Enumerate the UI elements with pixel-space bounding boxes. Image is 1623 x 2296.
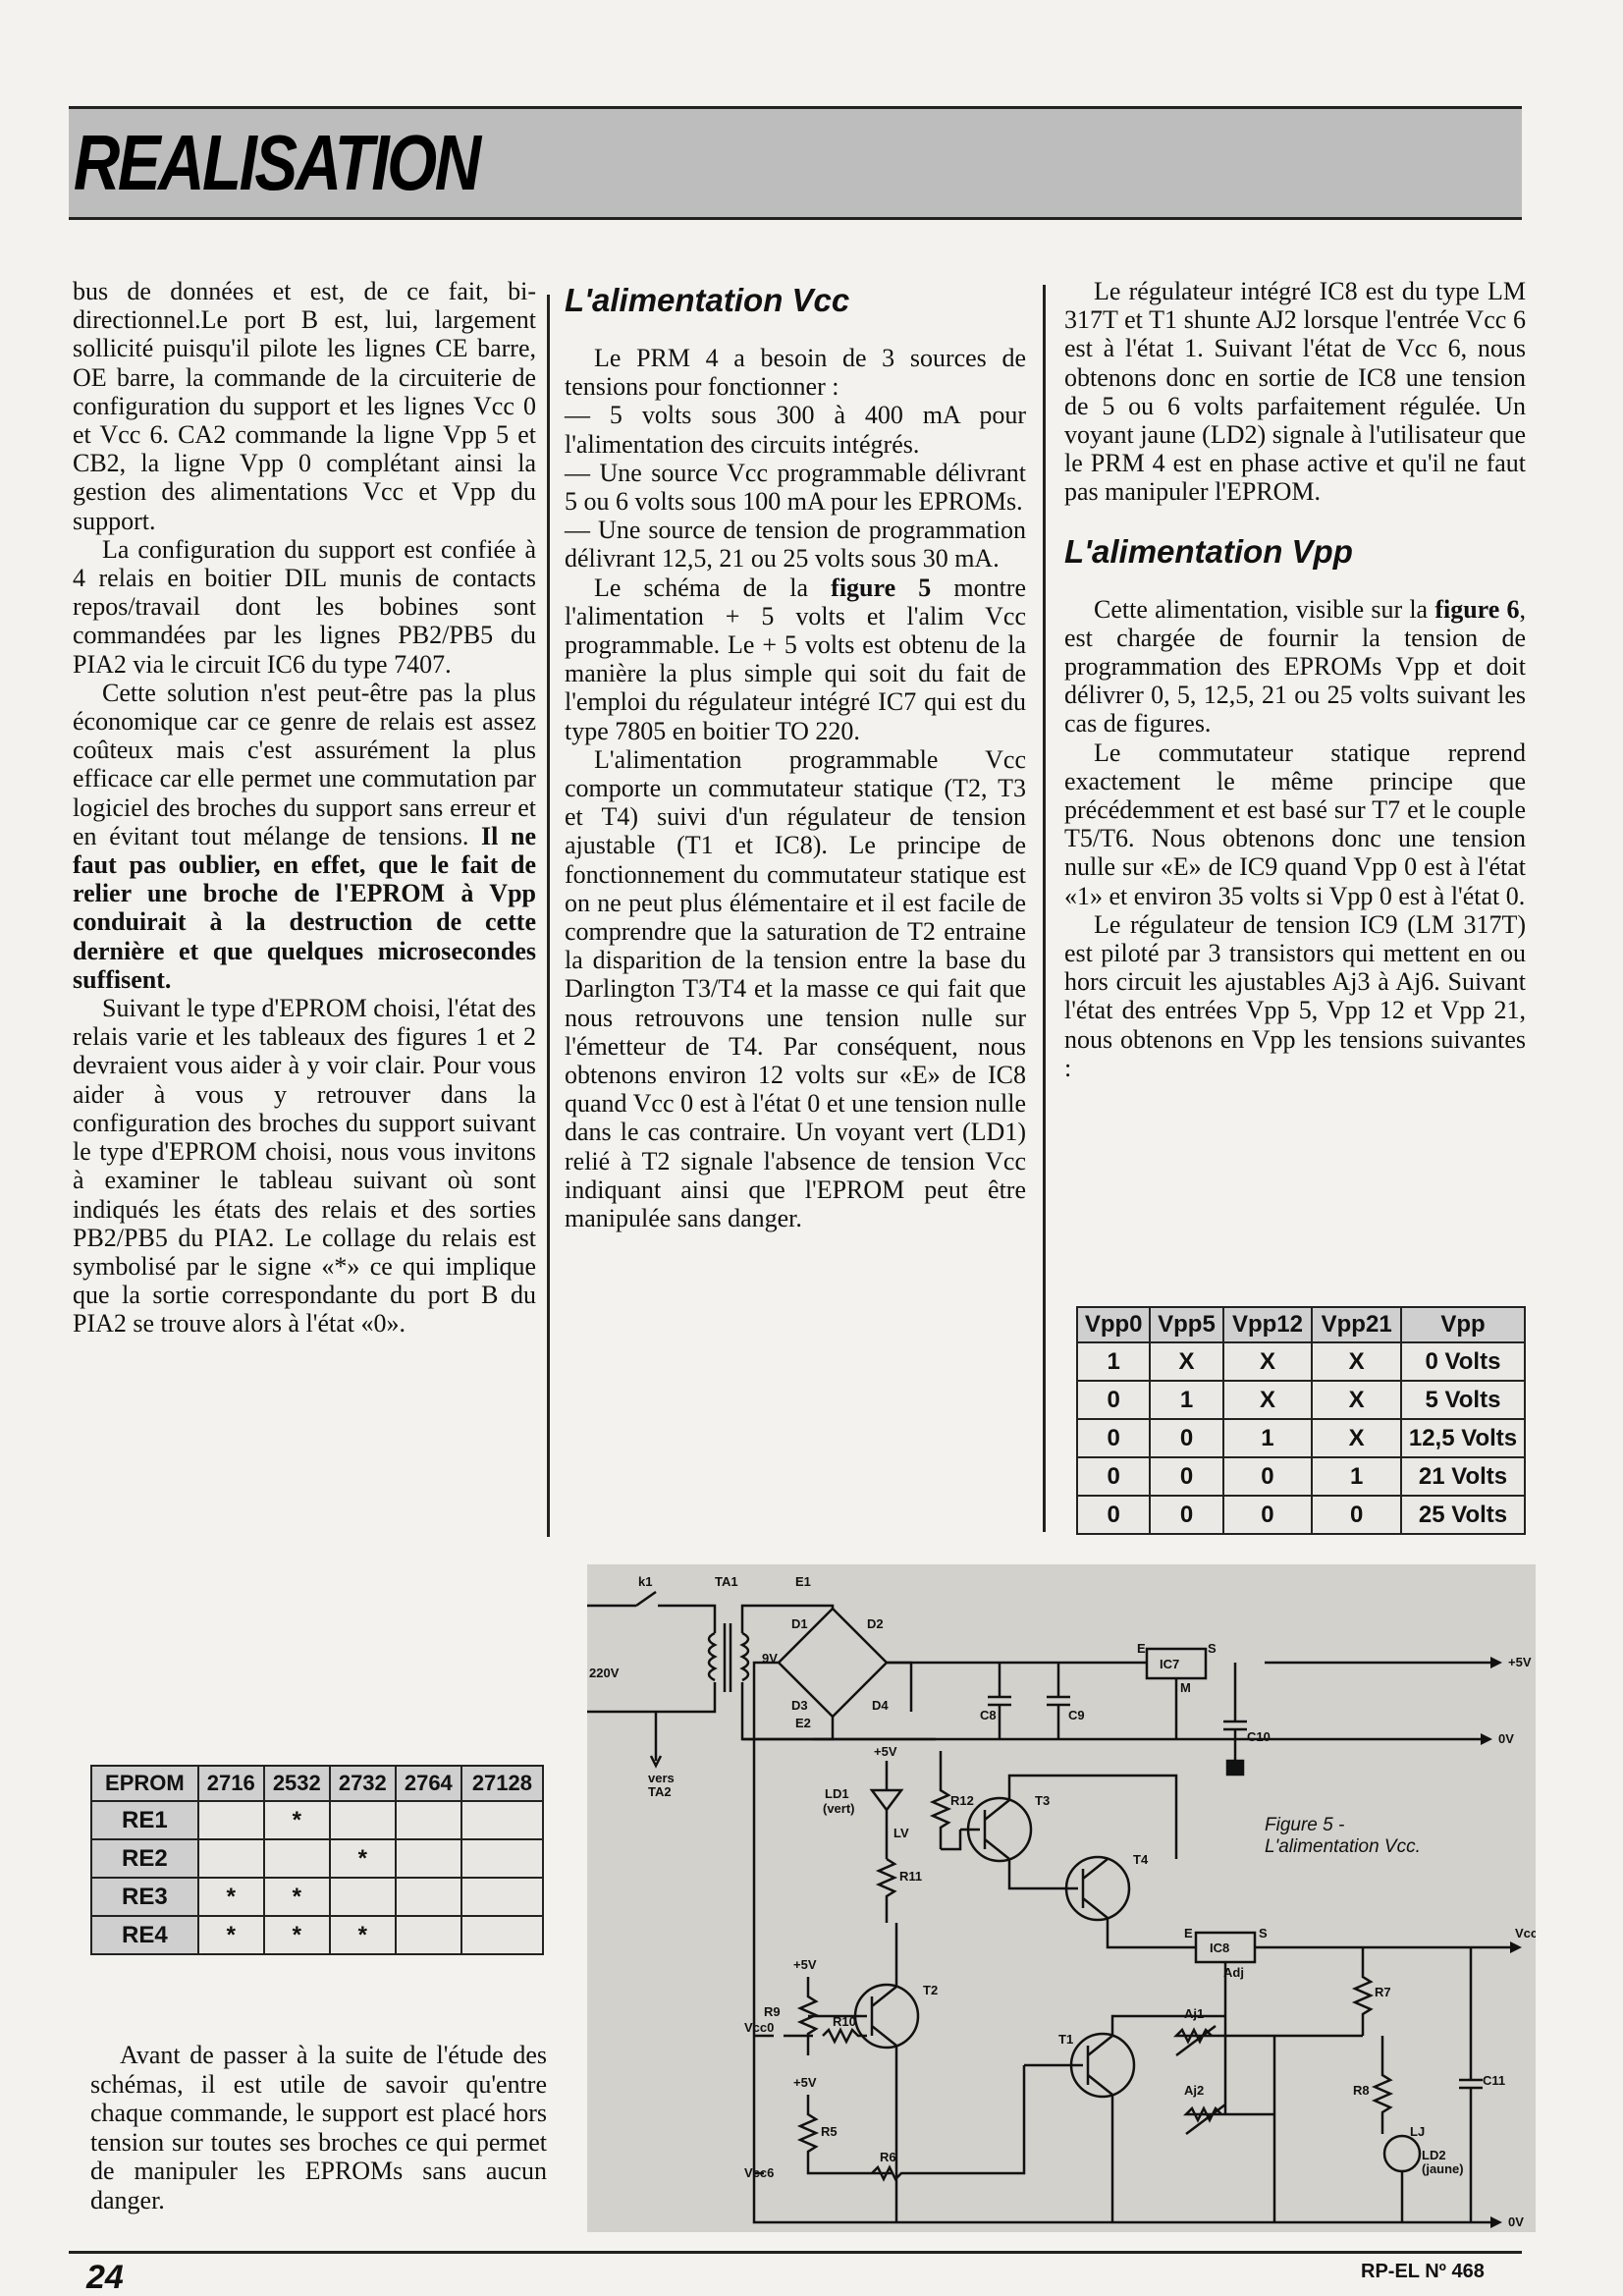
table-cell [461,1801,543,1839]
footer-rule [69,2251,1522,2254]
column-rule-left [547,295,550,1537]
table-cell: * [330,1916,396,1954]
col1-paragraph-1: bus de données et est, de ce fait, bi-directionnel.Le port B est, lui, largement sollicité puisqu'il pilote les lignes CE barre, OE barre, la commande de la circuiterie de configuration du support et les lignes Vcc 0 et Vcc 6. CA2 commande la ligne Vpp 5 et CB2, la ligne Vpp 0 complétant ainsi la gestion des alimentations Vcc et Vpp du support. [73,277,536,535]
table-cell: * [198,1878,264,1916]
column-rule-right [1043,285,1046,1532]
vpp-table-header [1077,1307,1525,1342]
table-cell [330,1801,396,1839]
vpp-table-header-cell: Vpp12 [1223,1307,1313,1342]
table-row [91,1916,543,1954]
table-cell: 0 Volts [1401,1342,1525,1381]
label-r5: R5 [821,2124,838,2139]
label-adj: Adj [1223,1965,1244,1980]
col2-p2-figref: figure 5 [831,573,932,602]
label-r12: R12 [950,1793,974,1808]
vpp-table-header-cell: Vpp0 [1077,1307,1150,1342]
label-lv: LV [893,1826,909,1840]
label-t2: T2 [923,1983,939,1997]
table-cell: RE4 [91,1916,198,1954]
table-cell: X [1312,1381,1401,1419]
label-0v: 0V [1498,1731,1514,1746]
label-ic7-s: S [1208,1641,1217,1656]
col2-p2-a: Le schéma de la [594,573,832,602]
table-cell [198,1839,264,1878]
table-cell [264,1839,330,1878]
table-cell: 25 Volts [1401,1496,1525,1534]
table-cell: 0 [1077,1381,1150,1419]
eprom-table-header-cell: 2732 [330,1766,396,1801]
label-c11: C11 [1483,2073,1506,2088]
eprom-table-header-cell: 2716 [198,1766,264,1801]
table-cell [396,1878,461,1916]
eprom-table-header [91,1766,543,1801]
label-lj: LJ [1410,2124,1426,2139]
col1-paragraph-4: Suivant le type d'EPROM choisi, l'état des relais varie et les tableaux des figures 1 et 2 devraient vous aider à y voir clair. Pour vous aider à vous y retrouver dans la configuration des broches du support suivant le type d'EPROM choisi, nous vous invitons à examiner le tableau suivant où sont indiqués les états des relais et des sorties PB2/PB5 du PIA2. Le collage du relais est symbolisé par le signe «*» ce qui implique que la sortie correspondante du port B du PIA2 se trouve alors à l'état «0». [73,994,536,1339]
label-ic8-s: S [1259,1926,1268,1941]
issue-number: RP-EL Nº 468 [1361,2261,1485,2282]
label-e1: E1 [795,1574,811,1589]
table-cell: X [1223,1342,1313,1381]
label-9v: 9V [762,1651,778,1666]
col3-p2-figref: figure 6 [1434,594,1520,624]
col2-paragraph-3: L'alimentation programmable Vcc comporte un commutateur statique (T2, T3 et T4) suivi d'un régulateur de tension ajustable (T1 et IC8). Le principe de fonctionnement du commutateur statique est on ne peut plus élémentaire et il est facile de comprendre que la saturation de T2 entraine la disparition de la tension entre la base du Darlington T3/T4 et la masse ce qui fait que nous retrouvons une tension nulle sur l'émetteur de T4. Par conséquent, nous obtenons environ 12 volts sur «E» de IC8 quand Vcc 0 est à l'état 0 et une tension nulle dans le cas contraire. Un voyant vert (LD1) relié à T2 signale l'absence de tension Vcc indiquant ainsi que l'EPROM peut être manipulée sans danger. [565,744,1026,1233]
col1-paragraph-2: La configuration du support est confiée à 4 relais en boitier DIL munis de contacts repos/travail dont les bobines sont commandées par les lignes PB2/PB5 du PIA2 via le circuit IC6 du type 7407. [73,534,536,679]
label-r8: R8 [1353,2083,1370,2098]
label-0v-bottom: 0V [1508,2214,1524,2229]
col3-paragraph-3: Le commutateur statique reprend exactement le même principe que précédemment et est basé sur T7 et le couple T5/T6. Nous obtenons donc une tension nulle sur «E» de IC9 quand Vpp 0 est à l'état «1» et environ 35 volts si Vpp 0 est à l'état 0. [1064,738,1526,910]
figure-caption-line-2: L'alimentation Vcc. [1265,1836,1421,1857]
label-ic8-e: E [1184,1926,1193,1941]
table-cell: RE2 [91,1839,198,1878]
table-cell: 0 [1077,1496,1150,1534]
vpp-table [1076,1306,1526,1535]
label-r10: R10 [833,2014,856,2029]
label-vcc6: Vcc6 [744,2165,775,2180]
table-cell: 0 [1077,1419,1150,1457]
label-vcc: Vcc [1515,1926,1536,1941]
label-d3: D3 [791,1698,808,1713]
label-ta1: TA1 [715,1574,738,1589]
label-ic7-m: M [1180,1680,1191,1695]
label-plus5v-ld1: +5V [874,1744,897,1759]
col1-paragraph-3 [73,679,536,994]
heading-alimentation-vcc: L'alimentation Vcc [565,282,850,318]
table-cell [396,1839,461,1878]
eprom-table-header-cell: 2532 [264,1766,330,1801]
table-row [1077,1496,1525,1534]
closing-note [90,2041,547,2215]
table-cell: * [264,1878,330,1916]
column-1 [73,277,536,1339]
col3-paragraph-4: Le régulateur de tension IC9 (LM 317T) est piloté par 3 transistors qui mettent en ou hors circuit les ajustables Aj3 à Aj6. Suivant l'état des entrées Vpp 5, Vpp 12 et Vpp 21, nous obtenons en Vpp les tensions suivantes : [1064,909,1526,1082]
page-number: 24 [86,2259,124,2296]
vpp-table-header-cell: Vpp [1401,1307,1525,1342]
vpp-table-header-cell: Vpp5 [1150,1307,1222,1342]
table-cell [461,1878,543,1916]
col2-dash-3: — Une source de tension de programmation délivrant 12,5, 21 ou 25 volts sous 30 mA. [565,516,1026,574]
label-r7: R7 [1375,1985,1391,1999]
figure-5-schematic [587,1564,1536,2232]
label-aj1: Aj1 [1184,2006,1205,2021]
table-cell: 1 [1150,1381,1222,1419]
section-title: REALISATION [73,119,479,206]
spacer [1064,507,1526,528]
col3-paragraph-1: Le régulateur intégré IC8 est du type LM 317T et T1 shunte AJ2 lorsque l'entrée Vcc 6 est à l'état 1. Suivant l'état de Vcc 6, nous obtenons donc en sortie de IC8 une tension de 5 ou 6 volts parfaitement régulée. Un voyant jaune (LD2) signale à l'utilisateur que le PRM 4 est en phase active et qu'il ne faut pas manipuler l'EPROM. [1064,277,1526,507]
table-cell: 0 [1077,1457,1150,1496]
label-ic7: IC7 [1160,1657,1180,1671]
eprom-table-header-cell: 27128 [461,1766,543,1801]
eprom-relay-table [90,1765,544,1955]
label-vers: vers [648,1771,675,1785]
table-cell: 1 [1077,1342,1150,1381]
label-d2: D2 [867,1616,884,1631]
table-row [91,1839,543,1878]
table-cell [198,1801,264,1839]
figure-caption [1265,1815,1461,1858]
table-cell: RE1 [91,1801,198,1839]
table-cell: 5 Volts [1401,1381,1525,1419]
label-c9: C9 [1068,1708,1085,1722]
schematic-wiring [587,1592,1510,2222]
column-2 [565,277,1026,1232]
column-3 [1064,277,1526,1082]
col2-paragraph-2 [565,574,1026,745]
label-t4: T4 [1133,1852,1149,1867]
col2-dash-1: — 5 volts sous 300 à 400 mA pour l'alimentation des circuits intégrés. [565,401,1026,459]
table-cell [330,1878,396,1916]
table-cell: X [1150,1342,1222,1381]
vpp-table-header-cell: Vpp21 [1312,1307,1401,1342]
eprom-table-header-cell: EPROM [91,1766,198,1801]
table-row [91,1878,543,1916]
col3-p2-a: Cette alimentation, visible sur la [1094,594,1435,624]
table-cell: 0 [1150,1496,1222,1534]
table-cell [461,1916,543,1954]
table-cell: 12,5 Volts [1401,1419,1525,1457]
label-ta2: TA2 [648,1784,672,1799]
label-plus5v-r5: +5V [793,2075,817,2090]
label-t1: T1 [1058,2032,1074,2047]
table-row [1077,1381,1525,1419]
table-cell: * [264,1916,330,1954]
col2-p2-c: montre l'alimentation + 5 volts et l'alim Vcc programmable. Le + 5 volts est obtenu de la manière la plus simple qui soit du fait de l'emploi du régulateur intégré IC7 qui est du type 7805 en boitier TO 220. [565,573,1026,745]
label-d1: D1 [791,1616,808,1631]
label-k1: k1 [638,1574,653,1589]
table-cell: X [1312,1419,1401,1457]
table-cell: 1 [1312,1457,1401,1496]
label-e2: E2 [795,1716,811,1730]
table-cell [396,1801,461,1839]
label-r6: R6 [880,2150,896,2164]
table-cell [396,1916,461,1954]
label-220v: 220V [589,1666,620,1680]
table-cell: X [1312,1342,1401,1381]
col1-p3-warning: Il ne faut pas oublier, en effet, que le fait de relier une broche de l'EPROM à Vpp conduirait à la destruction de cette dernière et que quelques microsecondes suffisent. [73,821,536,994]
label-c10: C10 [1247,1729,1271,1744]
col1-p3-text: Cette solution n'est peut-être pas la plus économique car ce genre de relais est assez coûteux mais c'est assurément la plus efficace car elle permet une commutation par logiciel des broches du support sans erreur et en évitant tout mélange de tensions. [73,678,536,850]
table-cell: X [1223,1381,1313,1419]
table-cell: 0 [1312,1496,1401,1534]
label-vcc0: Vcc0 [744,2020,775,2035]
label-r11: R11 [899,1869,923,1884]
label-plus5v: +5V [1508,1655,1532,1669]
label-ic7-e: E [1137,1641,1146,1656]
heading-alimentation-vpp: L'alimentation Vpp [1064,532,1353,570]
label-d4: D4 [872,1698,889,1713]
table-cell: * [264,1801,330,1839]
col3-p2-c: , est chargée de fournir la tension de programmation des EPROMs Vpp et doit délivrer 0, 5, 12,5, 21 ou 25 volts suivant les cas de figures. [1064,594,1527,738]
label-ld2: LD2 [1422,2148,1446,2162]
col2-dash-2: — Une source Vcc programmable délivrant 5 ou 6 volts sous 100 mA pour les EPROMs. [565,458,1026,517]
table-cell: RE3 [91,1878,198,1916]
label-ic8: IC8 [1210,1941,1230,1955]
table-cell: 0 [1150,1457,1222,1496]
table-cell: 0 [1150,1419,1222,1457]
table-cell: 1 [1223,1419,1313,1457]
table-row [1077,1419,1525,1457]
label-jaune: (jaune) [1422,2161,1464,2176]
label-aj2: Aj2 [1184,2083,1205,2098]
table-cell: * [198,1916,264,1954]
label-t3: T3 [1035,1793,1051,1808]
label-vert: (vert) [823,1801,855,1816]
table-cell: 21 Volts [1401,1457,1525,1496]
eprom-table-header-cell: 2764 [396,1766,461,1801]
closing-note-text: Avant de passer à la suite de l'étude des schémas, il est utile de savoir qu'entre chaque commande, le support est placé hors tension sur toutes ses broches ce qui permet de manipuler les EPROMs sans aucun danger. [90,2041,547,2214]
label-plus5v-r9: +5V [793,1957,817,1972]
table-cell: 0 [1223,1496,1313,1534]
table-row [91,1801,543,1839]
schematic-svg [587,1564,1536,2232]
label-c8: C8 [980,1708,997,1722]
table-cell: * [330,1839,396,1878]
col2-intro: Le PRM 4 a besoin de 3 sources de tensions pour fonctionner : [565,344,1026,402]
label-ld1: LD1 [825,1786,849,1801]
section-header-band [69,106,1522,220]
table-row [1077,1457,1525,1496]
figure-caption-line-1: Figure 5 - [1265,1815,1345,1835]
table-cell [461,1839,543,1878]
table-row [1077,1342,1525,1381]
col3-paragraph-2 [1064,595,1526,738]
table-cell: 0 [1223,1457,1313,1496]
label-r9: R9 [764,2004,781,2019]
